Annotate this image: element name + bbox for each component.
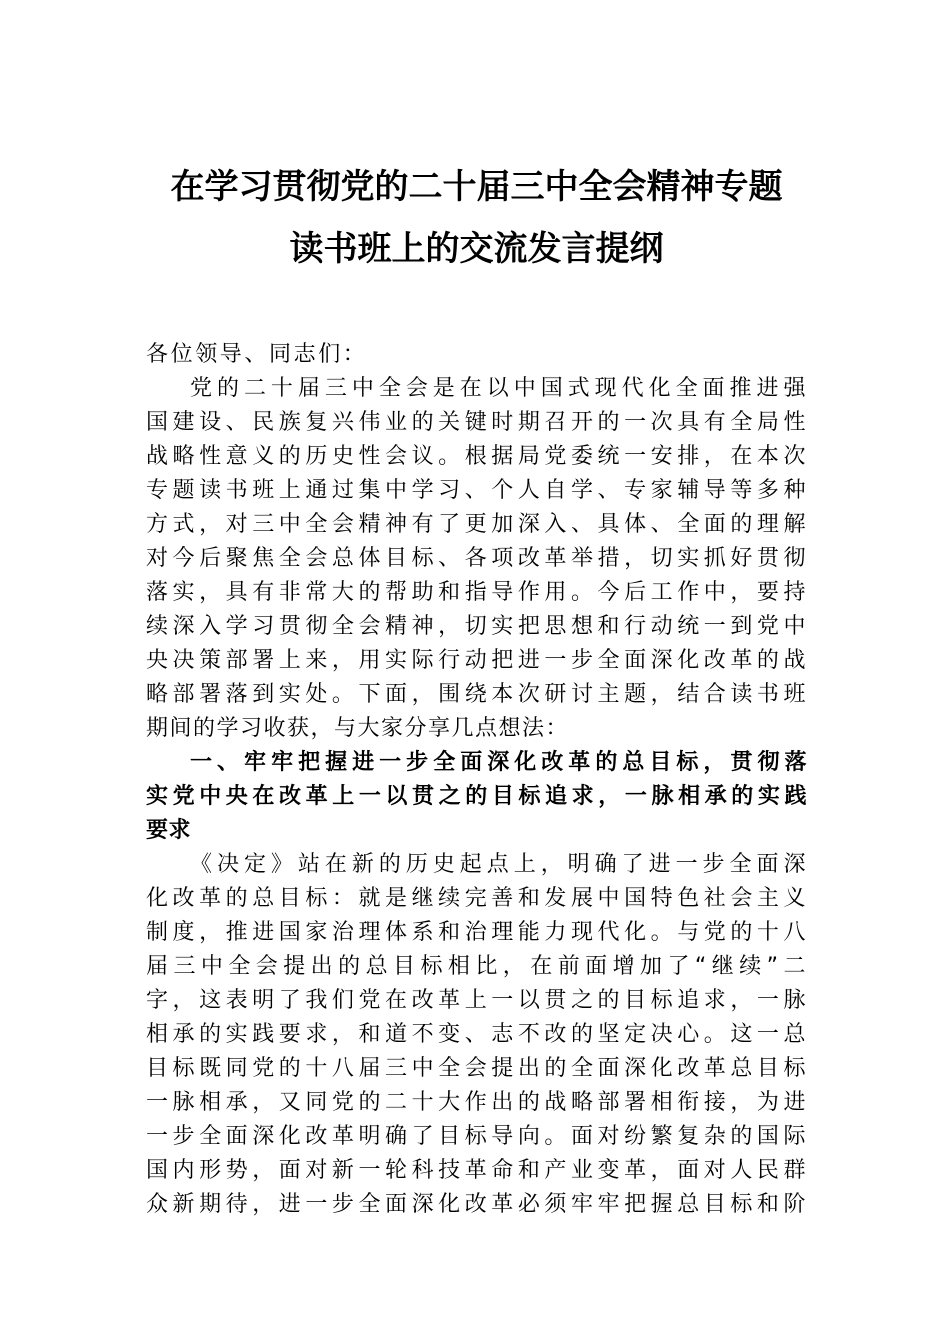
intro-paragraph [146,372,807,746]
intro-line-3: 战略性意义的历史性会议。根据局党委统一安排，在本次 [146,444,807,469]
section-1-heading [146,746,807,848]
section-1-line-6: 相承的实践要求，和道不变、志不改的坚定决心。这一总 [146,1022,807,1047]
intro-line-9: 央决策部署上来，用实际行动把进一步全面深化改革的战 [146,648,807,673]
section-1-heading-line-3: 要求 [146,818,192,843]
section-1-line-2: 化改革的总目标：就是继续完善和发展中国特色社会主义 [146,886,807,911]
section-1-line-8: 一脉相承，又同党的二十大作出的战略部署相衔接，为进 [146,1090,807,1115]
section-1-heading-line-1: 一、牢牢把握进一步全面深化改革的总目标，贯彻落 [190,750,807,775]
title-line-2: 读书班上的交流发言提纲 [289,229,664,269]
section-1-heading-line-2: 实党中央在改革上一以贯之的目标追求，一脉相承的实践 [146,784,807,809]
document-title [146,160,807,276]
intro-line-1: 党的二十届三中全会是在以中国式现代化全面推进强 [190,376,807,401]
intro-line-6: 对今后聚焦全会总体目标、各项改革举措，切实抓好贯彻 [146,546,807,571]
intro-line-5: 方式，对三中全会精神有了更加深入、具体、全面的理解 [146,512,807,537]
section-1-line-9: 一步全面深化改革明确了目标导向。面对纷繁复杂的国际 [146,1124,807,1149]
title-line-1: 在学习贯彻党的二十届三中全会精神专题 [170,167,783,207]
intro-line-7: 落实，具有非常大的帮助和指导作用。今后工作中，要持 [146,580,807,605]
section-1-paragraph [146,848,807,1222]
intro-line-10: 略部署落到实处。下面，围绕本次研讨主题，结合读书班 [146,682,807,707]
section-1-line-3: 制度，推进国家治理体系和治理能力现代化。与党的十八 [146,920,807,945]
section-1-line-5: 字，这表明了我们党在改革上一以贯之的目标追求，一脉 [146,988,807,1013]
salutation: 各位领导、同志们： [146,342,368,367]
section-1-line-4: 届三中全会提出的总目标相比，在前面增加了“继续”二 [146,954,807,979]
section-1-line-7: 目标既同党的十八届三中全会提出的全面深化改革总目标 [146,1056,807,1081]
section-1-line-1: 《决定》站在新的历史起点上，明确了进一步全面深 [190,852,807,877]
intro-line-4: 专题读书班上通过集中学习、个人自学、专家辅导等多种 [146,478,807,503]
section-1-line-11: 众新期待，进一步全面深化改革必须牢牢把握总目标和阶 [146,1192,807,1217]
intro-line-2: 国建设、民族复兴伟业的关键时期召开的一次具有全局性 [146,410,807,435]
section-1-line-10: 国内形势，面对新一轮科技革命和产业变革，面对人民群 [146,1158,807,1183]
intro-line-11: 期间的学习收获，与大家分享几点想法： [146,716,570,741]
intro-line-8: 续深入学习贯彻全会精神，切实把思想和行动统一到党中 [146,614,807,639]
